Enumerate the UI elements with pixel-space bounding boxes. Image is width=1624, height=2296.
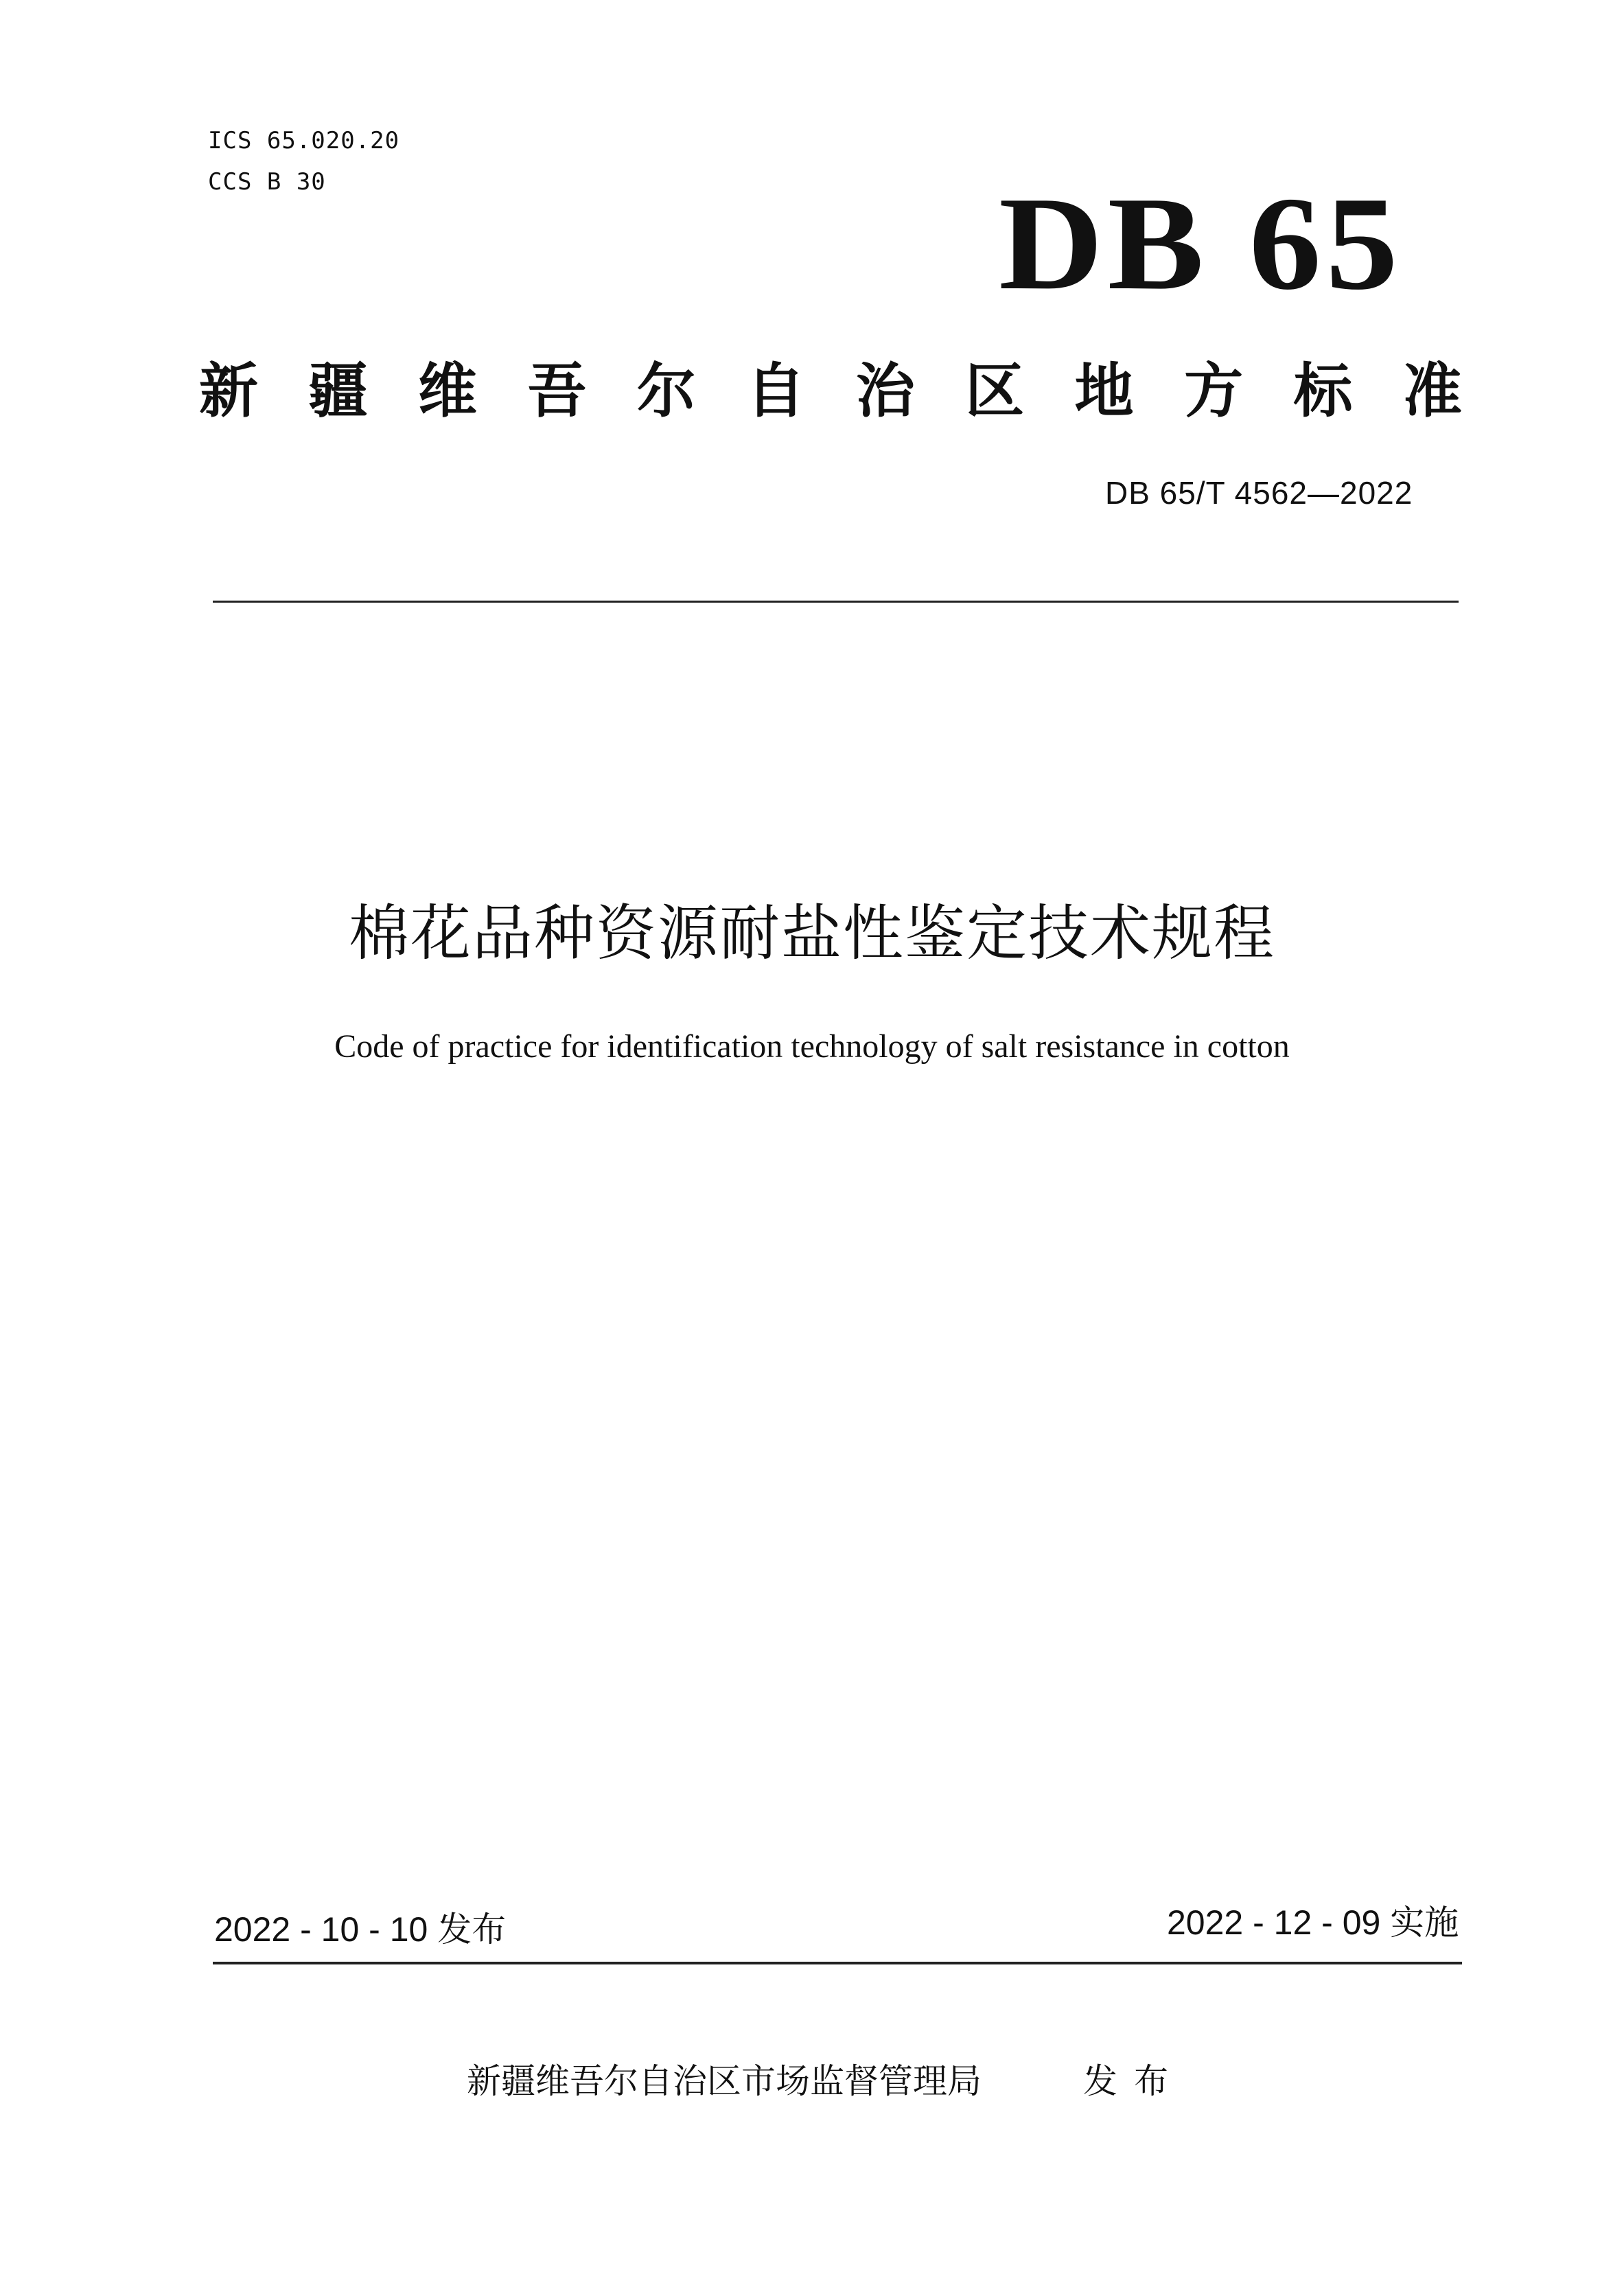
region-title-char: 准 (1402, 357, 1462, 426)
standard-number: DB 65/T 4562—2022 (1105, 475, 1413, 511)
region-title-char: 方 (1184, 357, 1244, 426)
ccs-code: CCS B 30 (208, 168, 326, 196)
issuing-authority: 新疆维吾尔自治区市场监督管理局 (467, 2061, 982, 2101)
bottom-divider (213, 1962, 1462, 1964)
region-title-char: 吾 (527, 357, 587, 426)
db-logo: DB 65 (999, 170, 1403, 318)
region-title-char: 新 (199, 357, 258, 426)
region-title-char: 尔 (636, 357, 696, 426)
region-standard-title (199, 353, 1462, 429)
ics-code: ICS 65.020.20 (208, 127, 400, 154)
region-title-char: 区 (965, 357, 1025, 426)
publish-date: 2022 - 10 - 10 发布 (214, 1910, 507, 1949)
region-title-char: 标 (1293, 357, 1353, 426)
region-title-char: 自 (746, 357, 806, 426)
document-title-en: Code of practice for identification technology of salt resistance in cotton (334, 1028, 1290, 1065)
region-title-char: 维 (417, 357, 477, 426)
document-title-cn: 棉花品种资源耐盐性鉴定技术规程 (348, 898, 1275, 969)
region-title-char: 地 (1074, 357, 1134, 426)
issue-label: 发布 (1083, 2061, 1185, 2101)
top-divider (213, 601, 1459, 603)
implementation-date: 2022 - 12 - 09 实施 (1167, 1903, 1459, 1942)
region-title-char: 疆 (308, 357, 368, 426)
region-title-char: 治 (855, 357, 915, 426)
